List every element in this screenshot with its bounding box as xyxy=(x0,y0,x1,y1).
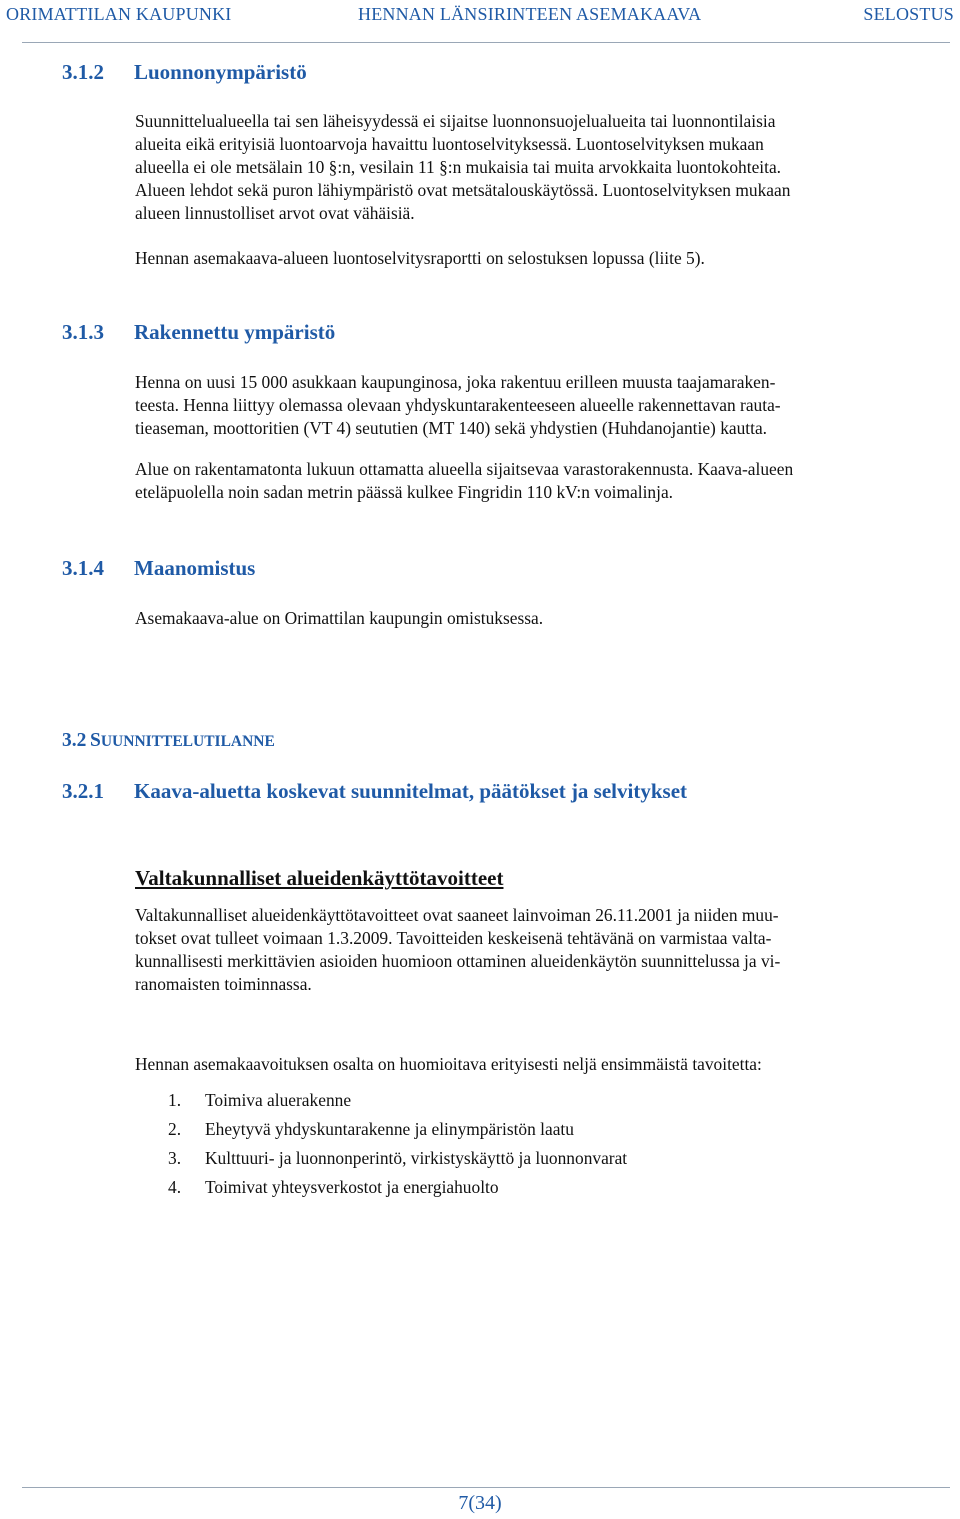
paragraph-line: alueella ei ole metsälain 10 §:n, vesilain 11 §:n mukaisia tai muita arvokkaita luontokohteita. xyxy=(135,157,782,177)
title-initial: S xyxy=(90,730,101,751)
paragraph-line: Henna on uusi 15 000 asukkaan kaupunginosa, joka rakentuu erilleen muusta taajamaraken- xyxy=(135,372,776,392)
vat-goal-list xyxy=(168,1089,928,1205)
list-item-number: 4. xyxy=(168,1177,182,1197)
section-3-1-2-heading xyxy=(62,60,942,88)
header-right: SELOSTUS xyxy=(863,4,954,24)
list-item-number: 3. xyxy=(168,1148,182,1168)
paragraph-line: ranomaisten toiminnassa. xyxy=(135,974,312,994)
header-rule xyxy=(22,42,950,43)
paragraph-line: tokset ovat tulleet voimaan 1.3.2009. Tavoitteiden keskeisenä tehtävänä on varmistaa valta- xyxy=(135,928,772,948)
footer-rule xyxy=(22,1487,950,1488)
paragraph-line: Alueen lehdot sekä puron lähiympäristö ovat metsätalouskäytössä. Luontoselvityksen mukaan xyxy=(135,180,791,200)
section-3-1-4-paragraph-1: Asemakaava-alue on Orimattilan kaupungin omistuksessa. xyxy=(135,608,544,628)
section-title: Luonnonympäristö xyxy=(134,60,307,84)
paragraph-line: tieaseman, moottoritien (VT 4) seututien (MT 140) sekä yhdystien (Huhdanojantie) kautta. xyxy=(135,418,768,438)
section-3-1-4-heading xyxy=(62,556,942,584)
paragraph-line: teesta. Henna liittyy olemassa olevaan yhdyskuntarakenteeseen alueelle rakennettavan rauta- xyxy=(135,395,781,415)
section-number: 3.2.1 xyxy=(62,779,104,803)
list-item-number: 2. xyxy=(168,1119,182,1139)
section-number: 3.2 xyxy=(62,730,87,751)
section-3-2-1-heading xyxy=(62,779,942,807)
section-number: 3.1.2 xyxy=(62,60,104,84)
vat-paragraph-2: Hennan asemakaavoituksen osalta on huomioitava erityisesti neljä ensimmäistä tavoitetta: xyxy=(135,1054,762,1074)
list-item xyxy=(168,1089,928,1118)
page-number: 7(34) xyxy=(458,1492,502,1514)
paragraph-line: alueita eikä erityisiä luontoarvoja havaittu luontoselvityksessä. Luontoselvityksen mukaan xyxy=(135,134,764,154)
paragraph-line: kunnallisesti merkittävien asioiden huomioon ottaminen alueidenkäytön suunnittelussa ja vi- xyxy=(135,951,781,971)
header-center: HENNAN LÄNSIRINTEEN ASEMAKAAVA xyxy=(358,4,702,24)
list-item-number: 1. xyxy=(168,1090,182,1110)
list-item xyxy=(168,1176,928,1205)
list-item xyxy=(168,1118,928,1147)
section-3-1-3-paragraph-2 xyxy=(135,458,955,504)
section-3-2-heading xyxy=(62,730,942,756)
paragraph-line: Suunnittelualueella tai sen läheisyydessä ei sijaitse luonnonsuojelualueita tai luonnontilaisia xyxy=(135,111,776,131)
paragraph-line: Valtakunnalliset alueidenkäyttötavoitteet ovat saaneet lainvoiman 26.11.2001 ja niiden muu- xyxy=(135,905,779,925)
section-title: Kaava-aluetta koskevat suunnitelmat, päätökset ja selvitykset xyxy=(134,779,688,803)
section-title: Rakennettu ympäristö xyxy=(134,320,336,344)
paragraph-line: alueen linnustolliset arvot ovat vähäisiä. xyxy=(135,203,415,223)
vat-paragraph-1 xyxy=(135,904,955,996)
section-title xyxy=(90,730,275,752)
section-3-1-2-paragraph-1 xyxy=(135,110,955,225)
list-item-text: Toimivat yhteysverkostot ja energiahuolto xyxy=(205,1177,499,1197)
section-number: 3.1.3 xyxy=(62,320,104,344)
paragraph-line: Alue on rakentamatonta lukuun ottamatta alueella sijaitsevaa varastorakennusta. Kaava-alueen xyxy=(135,459,794,479)
list-item-text: Kulttuuri- ja luonnonperintö, virkistyskäyttö ja luonnonvarat xyxy=(205,1148,628,1168)
section-3-1-3-paragraph-1 xyxy=(135,371,955,440)
list-item xyxy=(168,1147,928,1176)
section-3-1-2-paragraph-2: Hennan asemakaava-alueen luontoselvitysraportti on selostuksen lopussa (liite 5). xyxy=(135,248,705,268)
title-rest: UUNNITTELUTILANNE xyxy=(100,733,275,750)
section-3-1-3-heading xyxy=(62,320,942,348)
section-number: 3.1.4 xyxy=(62,556,104,580)
section-title: Maanomistus xyxy=(134,556,256,580)
subheading-vat: Valtakunnalliset alueidenkäyttötavoitteet xyxy=(135,866,504,890)
list-item-text: Toimiva aluerakenne xyxy=(205,1090,352,1110)
header-left: ORIMATTILAN KAUPUNKI xyxy=(6,4,232,24)
paragraph-line: eteläpuolella noin sadan metrin päässä kulkee Fingridin 110 kV:n voimalinja. xyxy=(135,482,674,502)
list-item-text: Eheytyvä yhdyskuntarakenne ja elinympäristön laatu xyxy=(205,1119,574,1139)
